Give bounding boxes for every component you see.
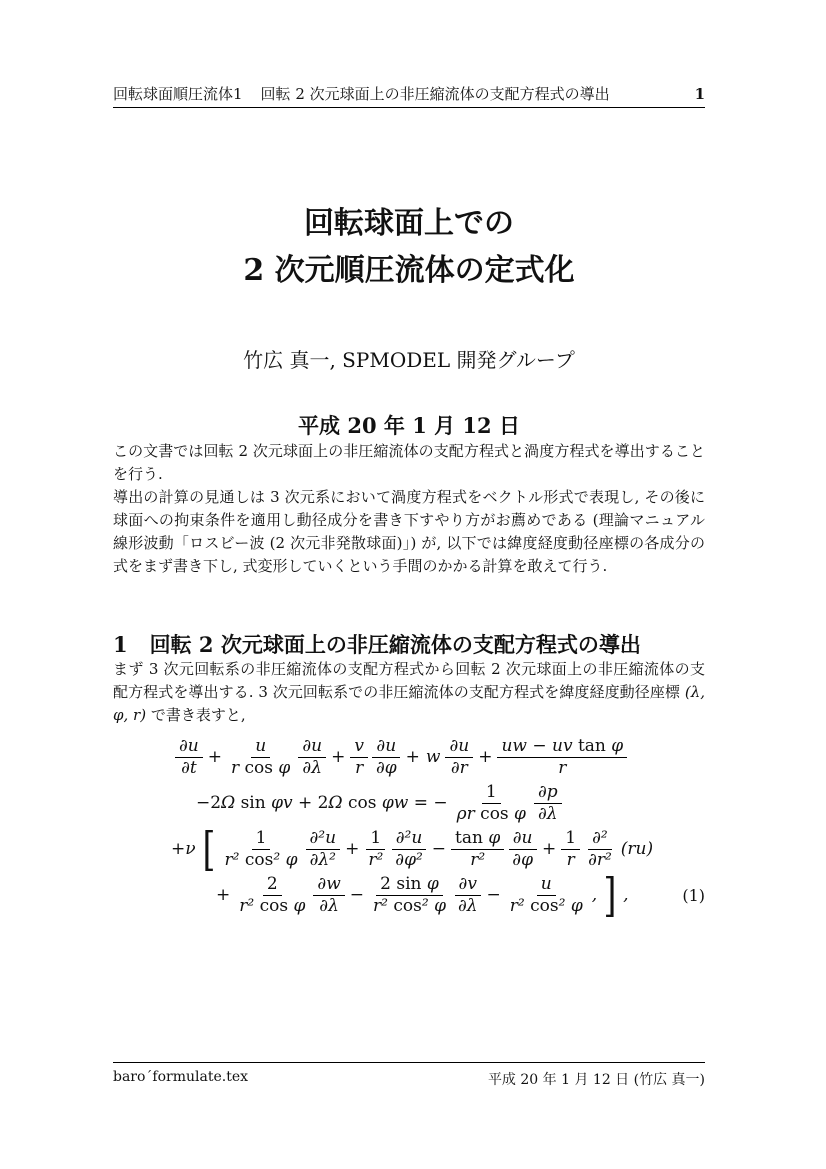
math-text: + bbox=[216, 885, 231, 906]
header-section-ref: 回転 2 次元球面上の非圧縮流体の支配方程式の導出 bbox=[260, 85, 610, 103]
math-fraction: $\frac{\text{∂²u}}{\text{∂φ²}}$ bbox=[391, 829, 427, 871]
author: 竹広 真一, SPMODEL 開発グループ bbox=[243, 347, 575, 372]
math-fraction: $\frac{\text{∂²u}}{\text{∂λ²}}$ bbox=[306, 829, 341, 871]
math-fraction: $\frac{\partial u}{\partial t}$ bbox=[175, 737, 203, 779]
math-text: , bbox=[623, 885, 629, 906]
math-fraction: $\frac{\partial u}{\partial\varphi}$ bbox=[508, 829, 537, 871]
equation-number: (1) bbox=[682, 885, 705, 905]
math-text: w bbox=[425, 747, 441, 768]
math-text: + bbox=[405, 747, 420, 768]
document-title-line2: 2 次元順圧流体の定式化 bbox=[243, 252, 575, 288]
math-fraction: $\frac{\partial w}{\partial\lambda}$ bbox=[313, 875, 344, 917]
math-text: − bbox=[486, 885, 501, 906]
math-fraction: $\frac{\text{2 sin φ}}{\text{r² cos² φ}}$ bbox=[373, 873, 446, 917]
math-text: − bbox=[431, 839, 447, 860]
math-text: + bbox=[345, 839, 360, 860]
paragraph-derivation-text-before: まず 3 次元回転系の非圧縮流体の支配方程式から回転 2 次元球面上の非圧縮流体の支配方程式を導出する. 3 次元回転系での非圧縮流体の支配方程式を緯度経度動径座標 bbox=[113, 659, 705, 701]
section-heading bbox=[113, 631, 705, 658]
math-fraction: $\frac{2}{\text{r² cos φ}}$ bbox=[239, 873, 306, 917]
page-header bbox=[113, 0, 705, 108]
paragraph-intro: この文書では回転 2 次元球面上の非圧縮流体の支配方程式と渦度方程式を導出することを行う. bbox=[113, 441, 705, 483]
footer-date: 平成 20 年 1 月 12 日 (竹広 真一) bbox=[487, 1072, 705, 1088]
math-fraction: $\frac{\partial v}{\partial\lambda}$ bbox=[454, 875, 482, 917]
document-title-line1: 回転球面上での bbox=[304, 205, 514, 241]
math-fraction: $\frac{\partial u}{\partial\varphi}$ bbox=[372, 737, 401, 779]
page-content bbox=[113, 0, 705, 923]
equation-line-2 bbox=[193, 781, 705, 827]
section-number: 1 bbox=[113, 631, 128, 657]
math-fraction: $\frac{1}{\text{r² cos² φ}}$ bbox=[224, 827, 298, 871]
inline-math-coordinates: (λ, φ, r) bbox=[113, 682, 705, 724]
math-text: +ν bbox=[171, 839, 196, 860]
equation-line-4 bbox=[213, 868, 705, 923]
equation-block bbox=[113, 735, 705, 923]
math-fraction: $\frac{\text{∂²}}{\text{∂r²}}$ bbox=[588, 827, 612, 871]
math-big-bracket: ] bbox=[603, 868, 617, 923]
math-text: (ru) bbox=[620, 839, 654, 860]
math-fraction: $\frac{\text{uw − uv tan φ}}{r}$ bbox=[497, 737, 627, 779]
paragraph-derivation-text-after: で書き表すと, bbox=[146, 705, 246, 724]
math-big-bracket: [ bbox=[202, 822, 216, 877]
math-text: + bbox=[331, 747, 346, 768]
header-doc-title: 回転球面順圧流体1 bbox=[113, 85, 243, 103]
math-fraction: $\frac{1}{\text{ρr cos φ}}$ bbox=[456, 781, 526, 825]
math-text: −2Ω sin φv + 2Ω cos φw = − bbox=[196, 793, 448, 814]
section-title: 回転 2 次元球面上の非圧縮流体の支配方程式の導出 bbox=[149, 631, 641, 657]
math-text: , bbox=[591, 885, 598, 906]
footer-filename: baro´formulate.tex bbox=[113, 1069, 249, 1085]
math-text: + bbox=[541, 839, 557, 860]
math-fraction: $\frac{\partial u}{\partial\lambda}$ bbox=[298, 737, 326, 779]
math-text: − bbox=[349, 885, 364, 906]
math-fraction: $\frac{\partial u}{\partial r}$ bbox=[445, 737, 473, 779]
math-fraction: $\frac{u}{\text{r² cos² φ}}$ bbox=[509, 873, 583, 917]
date: 平成 20 年 1 月 12 日 bbox=[298, 412, 520, 438]
math-fraction: $\frac{v}{r}$ bbox=[350, 737, 368, 779]
math-text: + bbox=[207, 747, 222, 768]
paragraph-method: 導出の計算の見通しは 3 次元系において渦度方程式をベクトル形式で表現し, その後に球面への拘束条件を適用し動径成分を書き下すやり方がお薦めである (理論マニュアル線形波動「ロスビー波 (2 次元非発散球面)」) が, 以下では緯度経度動径座標の各成分の式をまず書き下し, 式変形していくという手間のかかる計算を敢えて行う. bbox=[113, 487, 705, 575]
header-page-number: 1 bbox=[694, 85, 705, 103]
math-text: + bbox=[478, 747, 493, 768]
page-footer bbox=[113, 1062, 705, 1089]
document-title bbox=[113, 200, 705, 294]
header-left bbox=[113, 86, 610, 103]
equation-line-3 bbox=[168, 822, 705, 877]
math-fraction: $\frac{\partial p}{\partial\lambda}$ bbox=[534, 783, 562, 825]
math-fraction: $\frac{1}{r}$ bbox=[561, 829, 580, 871]
paragraph-derivation bbox=[113, 658, 705, 727]
math-fraction: $\frac{1}{\text{r²}}$ bbox=[368, 827, 384, 871]
math-fraction: $\frac{\text{tan φ}}{\text{r²}}$ bbox=[451, 829, 504, 871]
equation-line-1 bbox=[173, 735, 705, 781]
math-fraction: $\frac{u}{\text{r cos φ}}$ bbox=[231, 735, 291, 779]
